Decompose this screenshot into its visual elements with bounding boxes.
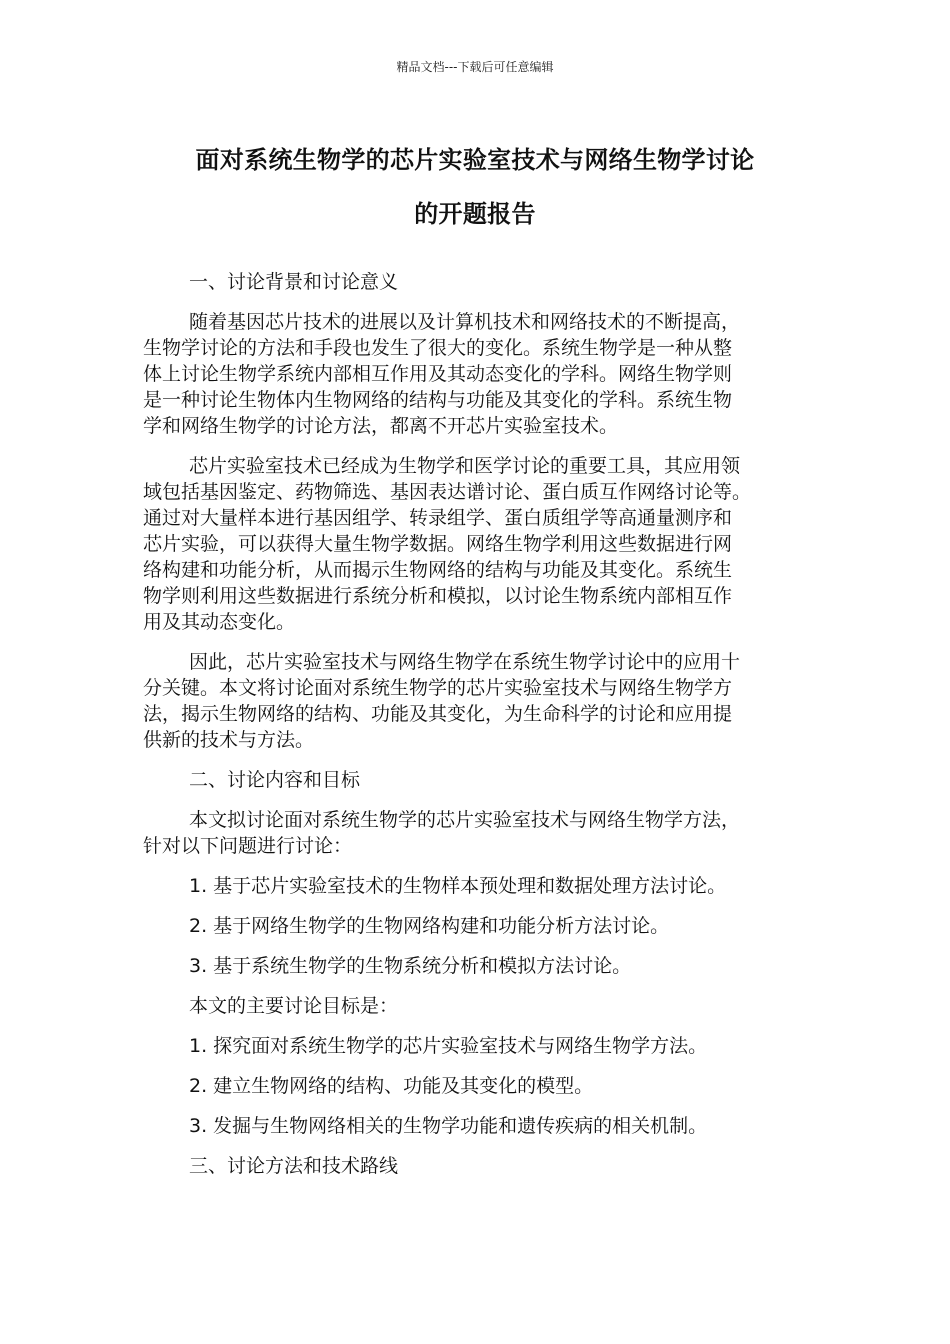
paragraph-background	[143, 309, 803, 439]
paragraph-line: 用及其动态变化。	[143, 611, 296, 633]
goal-item-3: 3. 发掘与生物网络相关的生物学功能和遗传疾病的相关机制。	[189, 1115, 708, 1137]
goal-item-1: 1. 探究面对系统生物学的芯片实验室技术与网络生物学方法。	[189, 1035, 708, 1057]
section-heading-3: 三、讨论方法和技术路线	[189, 1155, 399, 1177]
problem-item-1: 1. 基于芯片实验室技术的生物样本预处理和数据处理方法讨论。	[189, 875, 727, 897]
paragraph-line: 络构建和功能分析，从而揭示生物网络的结构与功能及其变化。系统生	[143, 559, 733, 581]
section-heading-2: 二、讨论内容和目标	[189, 769, 361, 791]
goals-intro: 本文的主要讨论目标是：	[189, 995, 399, 1017]
paragraph-line: 随着基因芯片技术的进展以及计算机技术和网络技术的不断提高，	[189, 311, 741, 333]
paragraph-line: 分关键。本文将讨论面对系统生物学的芯片实验室技术与网络生物学方	[143, 677, 733, 699]
document-title-line-1: 面对系统生物学的芯片实验室技术与网络生物学讨论	[195, 146, 755, 174]
paragraph-line: 学和网络生物学的讨论方法，都离不开芯片实验室技术。	[143, 415, 619, 437]
paragraph-significance	[143, 649, 803, 753]
paragraph-line: 芯片实验，可以获得大量生物学数据。网络生物学利用这些数据进行网	[143, 533, 733, 555]
paragraph-line: 因此，芯片实验室技术与网络生物学在系统生物学讨论中的应用十	[189, 651, 741, 673]
paragraph-line: 针对以下问题进行讨论：	[143, 835, 353, 857]
paragraph-line: 通过对大量样本进行基因组学、转录组学、蛋白质组学等高通量测序和	[143, 507, 733, 529]
paragraph-line: 域包括基因鉴定、药物筛选、基因表达谱讨论、蛋白质互作网络讨论等。	[143, 481, 752, 503]
paragraph-line: 体上讨论生物学系统内部相互作用及其动态变化的学科。网络生物学则	[143, 363, 733, 385]
header-note: 精品文档---下载后可任意编辑	[396, 60, 554, 74]
paragraph-line: 供新的技术与方法。	[143, 729, 315, 751]
paragraph-content-intro	[143, 807, 803, 859]
paragraph-line: 本文拟讨论面对系统生物学的芯片实验室技术与网络生物学方法，	[189, 809, 741, 831]
problem-item-2: 2. 基于网络生物学的生物网络构建和功能分析方法讨论。	[189, 915, 670, 937]
paragraph-line: 物学则利用这些数据进行系统分析和模拟，以讨论生物系统内部相互作	[143, 585, 733, 607]
problem-item-3: 3. 基于系统生物学的生物系统分析和模拟方法讨论。	[189, 955, 632, 977]
document-body	[143, 269, 803, 1179]
paragraph-line: 生物学讨论的方法和手段也发生了很大的变化。系统生物学是一种从整	[143, 337, 733, 359]
goal-item-2: 2. 建立生物网络的结构、功能及其变化的模型。	[189, 1075, 594, 1097]
document-title-line-2: 的开题报告	[414, 200, 536, 228]
paragraph-line: 是一种讨论生物体内生物网络的结构与功能及其变化的学科。系统生物	[143, 389, 733, 411]
paragraph-line: 芯片实验室技术已经成为生物学和医学讨论的重要工具，其应用领	[189, 455, 741, 477]
paragraph-line: 法，揭示生物网络的结构、功能及其变化，为生命科学的讨论和应用提	[143, 703, 733, 725]
section-heading-1: 一、讨论背景和讨论意义	[189, 271, 399, 293]
paragraph-chip-lab	[143, 453, 803, 635]
